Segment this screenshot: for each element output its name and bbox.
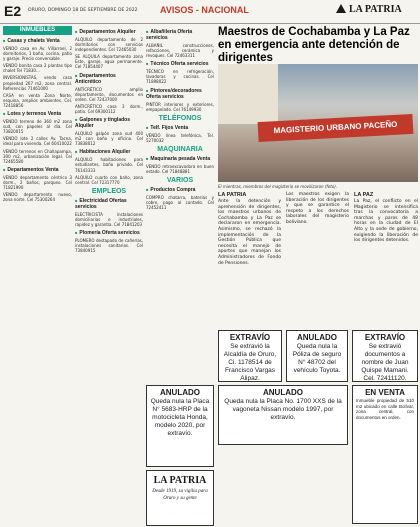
category-heading: ■ Maquinaria pesada Venta <box>146 156 214 162</box>
category-heading: ■ Departamentos Anticrético <box>75 73 143 85</box>
section-banner-varios: VARIOS <box>166 177 194 185</box>
classified-column-1 <box>3 26 72 524</box>
newspaper-logo: LA PATRIA <box>336 4 418 19</box>
classified-ad: ANTICRÉTICO amplio departamento, documentos en orden. Cel 72437000 <box>75 86 143 102</box>
building-facade <box>218 64 278 124</box>
classified-ad: VENDO bonita casa 2 plantas tipo chalet Tel 71830... <box>3 63 72 74</box>
category-heading: ■ Productos Compra <box>146 187 214 193</box>
classified-ad: VENDO línea telefónica, Tel. 5270032 <box>146 132 214 143</box>
classified-ad: VENDO terreno de 360 m2 zona sud, con papeles al día. Cel 73820015 <box>3 119 72 135</box>
issue-date: ORURO, DOMINGO 18 DE SEPTIEMBRE DE 2022 <box>28 8 138 13</box>
classified-ad: ALBAÑIL construcciones, refacciones, cerámica y revoques. Cel 72463311 <box>146 43 214 59</box>
mountain-icon <box>336 4 346 13</box>
article-column-1: LA PATRIA Ante la detención y aprehensión de dirigentes, los maestros urbanos de Cochabamba y La Paz se declararon en emergencia. Asimismo, se rechazó la implementación de la Gestión Pública que necesita el manejo de aportes que manejan los Administradores de Fondo de Pensiones. <box>218 192 281 266</box>
classified-ad: PINTOR interiores y exteriores, empapelado. Cel 76149930 <box>146 101 214 112</box>
category-heading: ■ Habitaciones Alquiler <box>75 149 143 155</box>
classified-ad: ALQUILO habitaciones para estudiantes, baño privado. Cel 76143333 <box>75 157 143 173</box>
category-heading: ■ Departamentos Alquiler <box>75 29 143 35</box>
notice-box-extravio-2: EXTRAVÍO Se extravió documentos a nombre de Juan Quispe Mamani. Cel. 72411120. <box>352 330 418 382</box>
classified-ad: VENDO casa en Av. Villarroel, 2 dormitorios, 1 baño, cocina, patio y garaje. Precio conversable. <box>3 46 72 62</box>
classified-ad: ALQUILO galpón zona sud 400 m2 con baño y oficina. Cel 73838012 <box>75 131 143 147</box>
classified-ad: INVERSIONISTAS, vendo casa propiedad 267 m2, zona central. Referencias 71461000 <box>3 75 72 91</box>
notice-box-extravio-1: EXTRAVÍO Se extravió la Alcaldía de Oruro, Ci. 1178514 de Francisco Vargas Alipaz. <box>218 330 282 382</box>
notice-box-en-venta: EN VENTA Inmueble propiedad de 510 m2 ubicado en calle Bolívar, zona central, con documentos en orden. <box>352 385 418 524</box>
classified-ad: PLOMERO destapado de cañerías, instalaciones sanitarias. Cel 73840915 <box>75 238 143 254</box>
classified-ad: VENDO departamento céntrico 3 dorm., 2 baños, parqueo. Cel 71821990 <box>3 174 72 190</box>
classified-ad: VENDO lote 2 calles Av. Tacna, ideal para vivienda. Cel 60410022 <box>3 136 72 147</box>
photo-caption: El mientras, miembros del magisterio se movilizaron (foto). <box>218 184 338 189</box>
category-heading: ■ Departamentos Venta <box>3 167 72 173</box>
section-title: AVISOS - NACIONAL <box>160 5 249 15</box>
classified-ad: ELECTRICISTA instalaciones domiciliarias e industriales, rapidez y garantía. Cel 71841203 <box>75 211 143 227</box>
category-heading: ■ Galpones y tinglados Alquiler <box>75 117 143 129</box>
protest-banner: MAGISTERIO URBANO PACEÑO <box>258 114 414 142</box>
section-banner-maquinaria: MAQUINARIA <box>157 145 203 153</box>
classified-ad: ALQUILO departamento de 2 dormitorios con servicios independientes. Cel 72465030 <box>75 37 143 53</box>
category-heading: ■ Plomería Oferta servicios <box>75 230 143 236</box>
category-heading: ■ Lotes y terrenos Venta <box>3 111 72 117</box>
article-headline: Maestros de Cochabamba y La Paz en emergencia ante detención de dirigentes <box>218 26 410 64</box>
article-column-2: Los maestros exigen la liberación de los dirigentes y que se garantice el respeto a los derechos laborales del magisterio boliviano. <box>286 192 349 225</box>
notice-box-anulado-1: ANULADO Queda nula la Póliza de seguro N° 48702 del vehículo Toyota. <box>286 330 348 382</box>
classified-ad: COMPRO chatarra, baterías y cobre, pago al contado. Cel 72452411 <box>146 195 214 211</box>
page-number: E2 <box>4 3 22 19</box>
notice-box-anulado-2: ANULADO Queda nula la Placa N° 5683-HRP de la motocicleta Honda, modelo 2020, por extravío. <box>146 385 214 467</box>
classified-ad: VENDO retroexcavadora en buen estado. Cel 71848881 <box>146 163 214 175</box>
article-column-3: LA PAZ La Paz, el conflicto en el Magisterio se intensifica tras la convocatoria a marchas y paros de 48 horas en la ciudad de El Alto y la sede de gobierno, exigiendo la liberación de los dirigentes detenidos. <box>354 192 418 244</box>
classified-ad: TÉCNICO en refrigeración, lavadoras y cocinas. Cel 71898022 <box>146 69 214 85</box>
classified-ad: VENDO terrenos en Challapampa, 300 m2, urbanización legal. Cel 72465580 <box>3 148 72 164</box>
category-heading: ■ Albañilería Oferta servicios <box>146 29 214 41</box>
classified-ad: VENDO departamento nuevo, zona norte. Cel 75300264 <box>3 192 72 203</box>
classified-ad: CASA en venta Zona Norte, esquina, amplios ambientes. Cel. 72418856 <box>3 92 72 108</box>
classified-ad: ANTICRÉTICO casa 3 dorm., patio. Cel 69300112 <box>75 103 143 114</box>
classified-column-2 <box>75 26 143 524</box>
classified-ad: SE ALQUILA departamento zona Este, garaje, agua permanente. Cel 71854407 <box>75 54 143 70</box>
notice-box-anulado-3: ANULADO Queda nula la Placa No. 1700 XXS de la vagoneta Nissan modelo 1997, por extravío. <box>218 385 348 445</box>
category-heading: ■ Pintores/decoradores Oferta servicios <box>146 88 214 100</box>
promo-slogan: Desde 1919, su vigilia para Oruro y su gente <box>152 489 208 501</box>
section-banner-inmuebles: INMUEBLES <box>3 26 72 35</box>
category-heading: ■ Casas y chalets Venta <box>3 38 72 44</box>
newspaper-promo <box>146 470 214 526</box>
promo-logo: LA PATRIA <box>153 475 207 486</box>
category-heading: ■ Telf. Fijos Venta <box>146 125 214 131</box>
article-photo <box>218 64 418 182</box>
section-banner-empleos: EMPLEOS <box>91 187 127 195</box>
page-header <box>0 0 420 24</box>
section-banner-telefonos: TELÉFONOS <box>158 114 202 122</box>
classified-ad: ALQUILO cuarto con baño, zona central. Cel 72317770 <box>75 174 143 185</box>
category-heading: ■ Técnico Oferta servicios <box>146 61 214 67</box>
category-heading: ■ Electricidad Ofertas servicios <box>75 198 143 210</box>
